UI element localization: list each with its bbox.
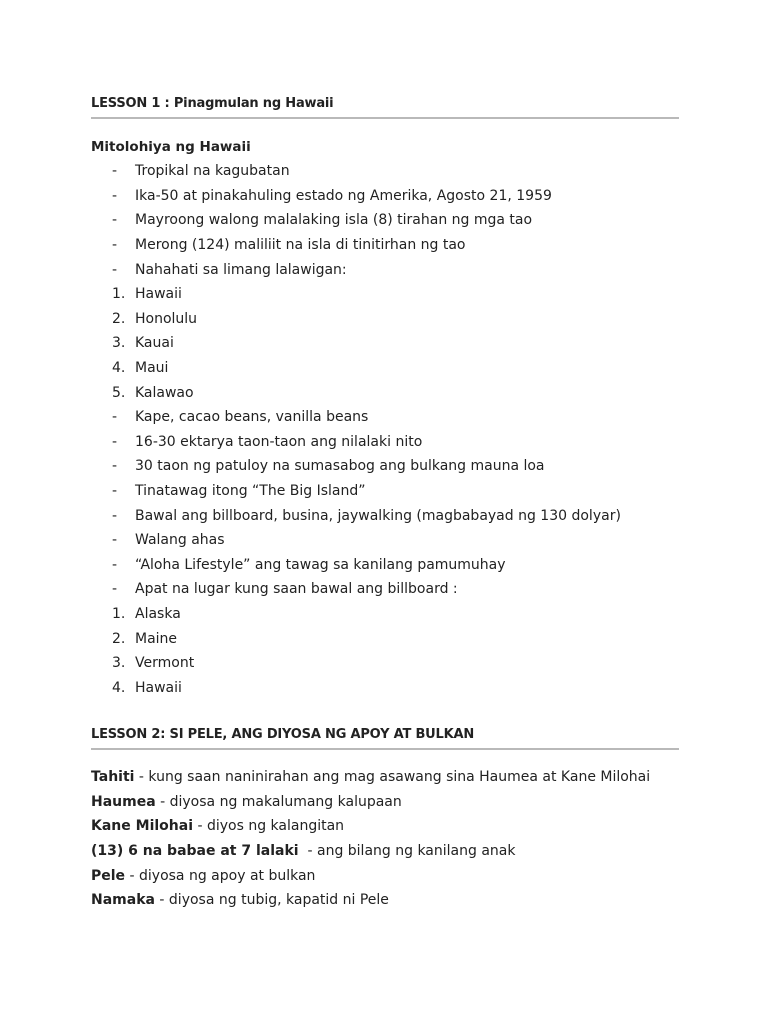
list-item — [91, 454, 621, 479]
list-item-text: Tropikal na kagubatan — [135, 163, 290, 180]
definition-text: - diyos ng kalangitan — [193, 818, 345, 835]
list-number: 3. — [112, 655, 126, 672]
dash-bullet: - — [112, 556, 118, 573]
definition-term: Haumea — [91, 793, 156, 810]
list-number: 4. — [112, 360, 126, 377]
list-item-text: Alaska — [135, 605, 181, 622]
dash-bullet: - — [112, 581, 118, 598]
definition-line — [91, 863, 650, 888]
list-item — [91, 503, 621, 528]
dash-bullet: - — [112, 483, 118, 500]
dash-bullet: - — [112, 458, 118, 475]
lesson-1-subheading: Mitolohiya ng Hawaii — [91, 139, 251, 155]
list-item-text: Walang ahas — [135, 532, 225, 549]
dash-bullet: - — [112, 409, 118, 426]
list-item — [91, 184, 621, 209]
list-number: 5. — [112, 384, 126, 401]
list-item — [91, 626, 621, 651]
list-item — [91, 405, 621, 430]
list-item — [91, 331, 621, 356]
list-item-text: “Aloha Lifestyle” ang tawag sa kanilang pamumuhay — [135, 556, 506, 573]
list-item — [91, 356, 621, 381]
lesson-2-heading: LESSON 2: SI PELE, ANG DIYOSA NG APOY AT BULKAN — [91, 727, 475, 742]
definition-term: Pele — [91, 867, 126, 884]
definition-line — [91, 790, 650, 815]
definition-term: (13) 6 na babae at 7 lalaki — [91, 843, 299, 860]
dash-bullet: - — [112, 212, 118, 229]
list-item — [91, 651, 621, 676]
definition-text: - diyosa ng apoy at bulkan — [125, 867, 316, 884]
definition-line — [91, 765, 650, 790]
lesson-1-list — [91, 159, 621, 700]
list-number: 2. — [112, 310, 126, 327]
dash-bullet: - — [112, 507, 118, 524]
list-item — [91, 380, 621, 405]
list-item-text: Tinatawag itong “The Big Island” — [135, 483, 366, 500]
list-item — [91, 307, 621, 332]
definition-text: - kung saan naninirahan ang mag asawang sina Haumea at Kane Milohai — [134, 769, 651, 786]
definition-term: Kane Milohai — [91, 818, 193, 835]
definition-term: Tahiti — [91, 769, 135, 786]
list-item-text: Hawaii — [135, 286, 182, 303]
definition-line — [91, 814, 650, 839]
lesson-2-definitions — [91, 765, 650, 913]
list-number: 1. — [112, 286, 126, 303]
definition-text: - diyosa ng makalumang kalupaan — [155, 793, 402, 810]
list-item — [91, 233, 621, 258]
list-item — [91, 430, 621, 455]
definition-line — [91, 888, 650, 913]
list-item — [91, 553, 621, 578]
list-item-text: Hawaii — [135, 679, 182, 696]
definition-text: - diyosa ng tubig, kapatid ni Pele — [154, 892, 389, 909]
list-number: 2. — [112, 630, 126, 647]
dash-bullet: - — [112, 261, 118, 278]
list-item-text: Nahahati sa limang lalawigan: — [135, 261, 347, 278]
list-item-text: Bawal ang billboard, busina, jaywalking (magbabayad ng 130 dolyar) — [135, 507, 621, 524]
list-item — [91, 577, 621, 602]
list-item — [91, 282, 621, 307]
list-item-text: 16-30 ektarya taon-taon ang nilalaki nito — [135, 433, 423, 450]
definition-term: Namaka — [91, 892, 155, 909]
dash-bullet: - — [112, 433, 118, 450]
lesson-1-heading: LESSON 1 : Pinagmulan ng Hawaii — [91, 96, 334, 111]
list-item — [91, 208, 621, 233]
list-item-text: Maui — [135, 360, 169, 377]
lesson-1-divider — [91, 117, 679, 119]
list-item-text: Honolulu — [135, 310, 198, 327]
lesson-2-divider — [91, 748, 679, 750]
list-item-text: Kalawao — [135, 384, 194, 401]
list-number: 4. — [112, 679, 126, 696]
definition-line — [91, 839, 650, 864]
dash-bullet: - — [112, 237, 118, 254]
list-item — [91, 479, 621, 504]
list-item-text: Vermont — [135, 655, 195, 672]
list-item — [91, 675, 621, 700]
list-item-text: Kape, cacao beans, vanilla beans — [135, 409, 369, 426]
dash-bullet: - — [112, 532, 118, 549]
dash-bullet: - — [112, 187, 118, 204]
list-item-text: Mayroong walong malalaking isla (8) tirahan ng mga tao — [135, 212, 533, 229]
list-item-text: Maine — [135, 630, 178, 647]
list-item — [91, 602, 621, 627]
dash-bullet: - — [112, 163, 118, 180]
definition-text: - ang bilang ng kanilang anak — [298, 843, 516, 860]
list-item-text: 30 taon ng patuloy na sumasabog ang bulkang mauna loa — [135, 458, 545, 475]
list-item — [91, 528, 621, 553]
list-item — [91, 257, 621, 282]
list-number: 1. — [112, 605, 126, 622]
list-item-text: Apat na lugar kung saan bawal ang billboard : — [135, 581, 458, 598]
list-number: 3. — [112, 335, 126, 352]
list-item-text: Ika-50 at pinakahuling estado ng Amerika, Agosto 21, 1959 — [135, 187, 552, 204]
list-item — [91, 159, 621, 184]
list-item-text: Kauai — [135, 335, 174, 352]
list-item-text: Merong (124) maliliit na isla di tinitirhan ng tao — [135, 237, 466, 254]
